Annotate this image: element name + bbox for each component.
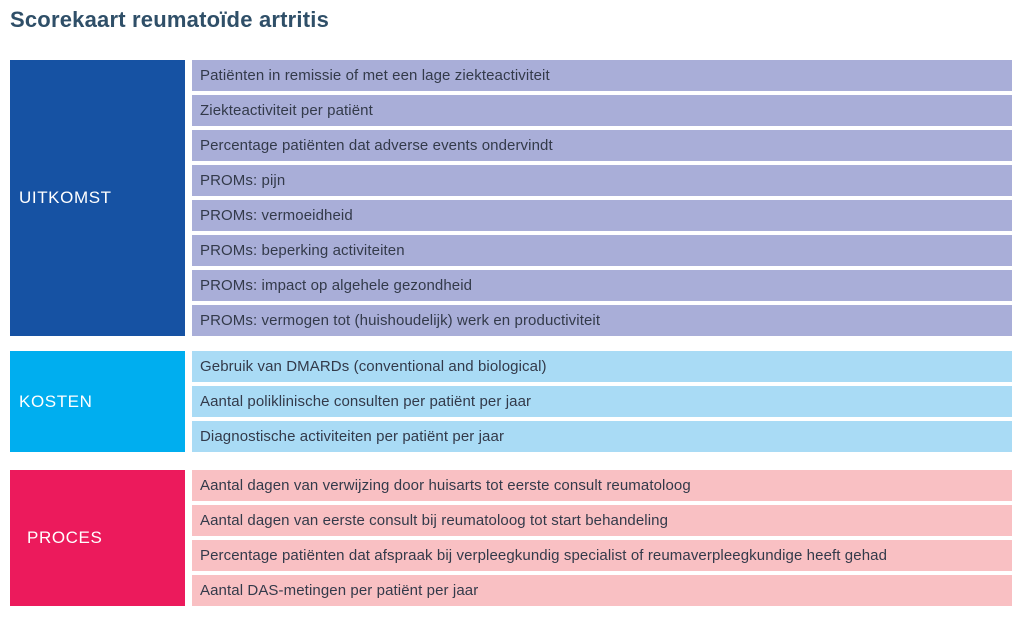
section-label: PROCES <box>27 528 103 547</box>
indicator-row <box>192 351 1012 382</box>
indicator-label: Percentage patiënten dat adverse events ondervindt <box>200 137 553 154</box>
indicator-label: Ziekteactiviteit per patiënt <box>200 102 373 119</box>
indicator-row <box>192 60 1012 91</box>
section-rows <box>192 351 1012 452</box>
section-label-block <box>10 60 185 336</box>
indicator-label: PROMs: vermogen tot (huishoudelijk) werk en productiviteit <box>200 312 601 329</box>
section-label: KOSTEN <box>19 391 93 411</box>
indicator-row <box>192 305 1012 336</box>
indicator-label: Patiënten in remissie of met een lage ziekteactiviteit <box>200 67 550 84</box>
indicator-row <box>192 421 1012 452</box>
section-rows <box>192 470 1012 606</box>
indicator-label: PROMs: impact op algehele gezondheid <box>200 277 473 294</box>
indicator-label: PROMs: beperking activiteiten <box>200 242 405 259</box>
indicator-row <box>192 200 1012 231</box>
indicator-label: Aantal dagen van eerste consult bij reumatoloog tot start behandeling <box>200 512 669 529</box>
indicator-row <box>192 470 1012 501</box>
section-label: UITKOMST <box>19 188 112 207</box>
indicator-label: Percentage patiënten dat afspraak bij verpleegkundig specialist of reumaverpleegkundige heeft gehad <box>200 547 888 564</box>
indicator-row <box>192 130 1012 161</box>
indicator-label: Aantal poliklinische consulten per patiënt per jaar <box>200 393 532 410</box>
section-label-block <box>10 351 185 452</box>
indicator-row <box>192 540 1012 571</box>
indicator-row <box>192 165 1012 196</box>
indicator-row <box>192 270 1012 301</box>
page-title: Scorekaart reumatoïde artritis <box>10 7 330 32</box>
section-kosten <box>10 351 1012 452</box>
scorecard <box>10 60 1012 606</box>
indicator-row <box>192 386 1012 417</box>
section-label-block <box>10 470 185 606</box>
indicator-label: Gebruik van DMARDs (conventional and biological) <box>200 358 547 375</box>
indicator-label: Diagnostische activiteiten per patiënt per jaar <box>200 428 505 445</box>
indicator-label: Aantal DAS-metingen per patiënt per jaar <box>200 582 479 599</box>
indicator-row <box>192 575 1012 606</box>
section-rows <box>192 60 1012 336</box>
indicator-label: PROMs: pijn <box>200 172 286 189</box>
indicator-row <box>192 235 1012 266</box>
indicator-label: PROMs: vermoeidheid <box>200 207 353 224</box>
indicator-row <box>192 505 1012 536</box>
section-proces <box>10 470 1012 606</box>
indicator-row <box>192 95 1012 126</box>
section-uitkomst <box>10 60 1012 336</box>
indicator-label: Aantal dagen van verwijzing door huisarts tot eerste consult reumatoloog <box>200 477 691 494</box>
